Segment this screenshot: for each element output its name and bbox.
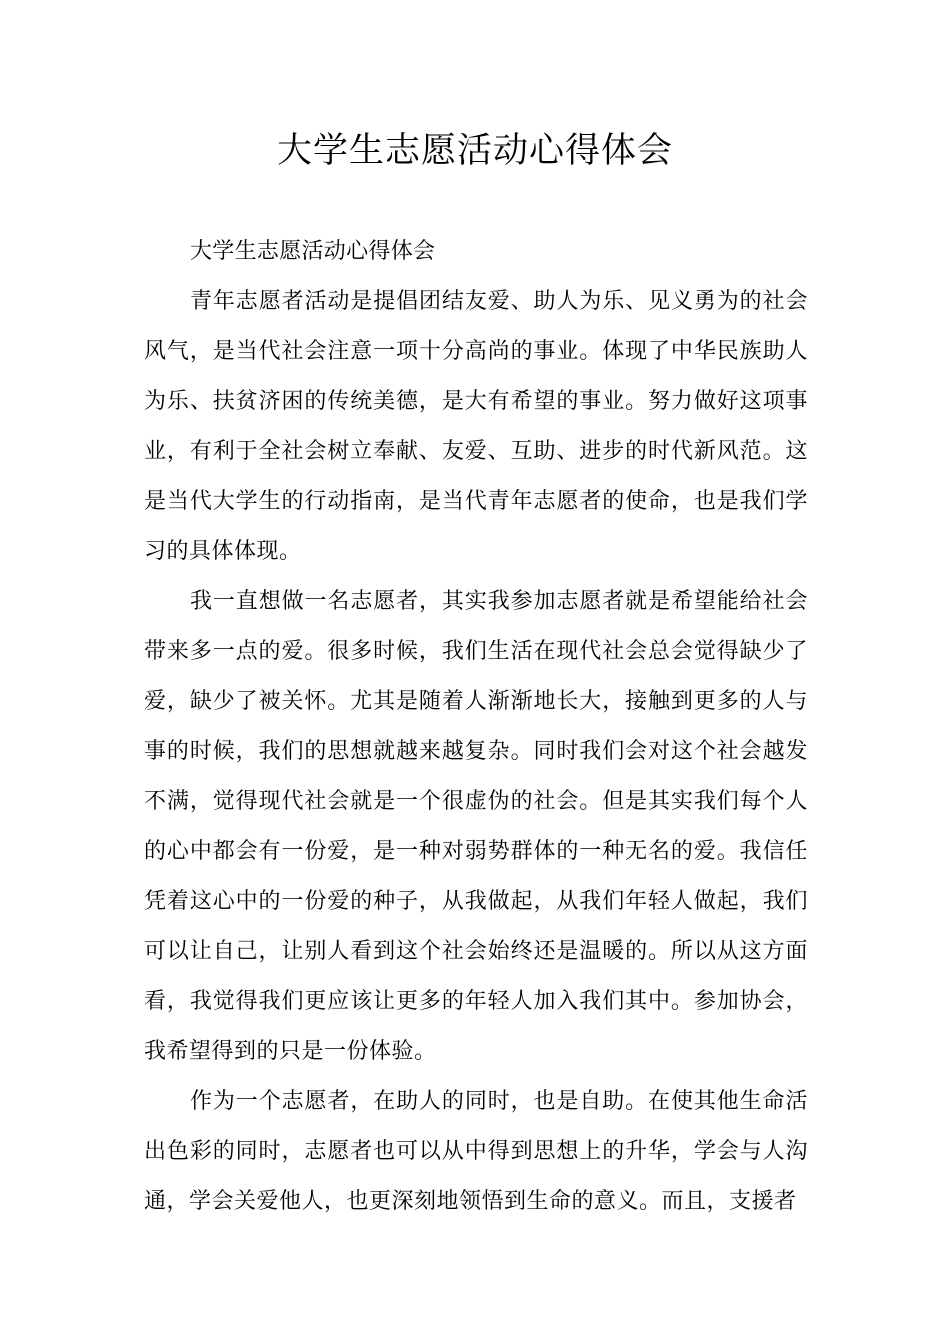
paragraph-1: 青年志愿者活动是提倡团结友爱、助人为乐、见义勇为的社会风气，是当代社会注意一项十分高尚的事业。体现了中华民族助人为乐、扶贫济困的传统美德，是大有希望的事业。努力做好这项事业，有利于全社会树立奉献、友爱、互助、进步的时代新风范。这是当代大学生的行动指南，是当代青年志愿者的使命，也是我们学习的具体体现。	[144, 289, 808, 564]
document-body	[144, 227, 808, 1227]
paragraph-2: 我一直想做一名志愿者，其实我参加志愿者就是希望能给社会带来多一点的爱。很多时候，我们生活在现代社会总会觉得缺少了爱，缺少了被关怀。尤其是随着人渐渐地长大，接触到更多的人与事的时候，我们的思想就越来越复杂。同时我们会对这个社会越发不满，觉得现代社会就是一个很虚伪的社会。但是其实我们每个人的心中都会有一份爱，是一种对弱势群体的一种无名的爱。我信任凭着这心中的一份爱的种子，从我做起，从我们年轻人做起，我们可以让自己，让别人看到这个社会始终还是温暖的。所以从这方面看，我觉得我们更应该让更多的年轻人加入我们其中。参加协会，我希望得到的只是一份体验。	[144, 589, 808, 1064]
paragraph-3: 作为一个志愿者，在助人的同时，也是自助。在使其他生命活出色彩的同时，志愿者也可以从中得到思想上的升华，学会与人沟通，学会关爱他人，也更深刻地领悟到生命的意义。而且，支援者	[144, 1089, 808, 1214]
document-title: 大学生志愿活动心得体会	[276, 131, 673, 171]
paragraph-subtitle: 大学生志愿活动心得体会	[190, 239, 436, 264]
